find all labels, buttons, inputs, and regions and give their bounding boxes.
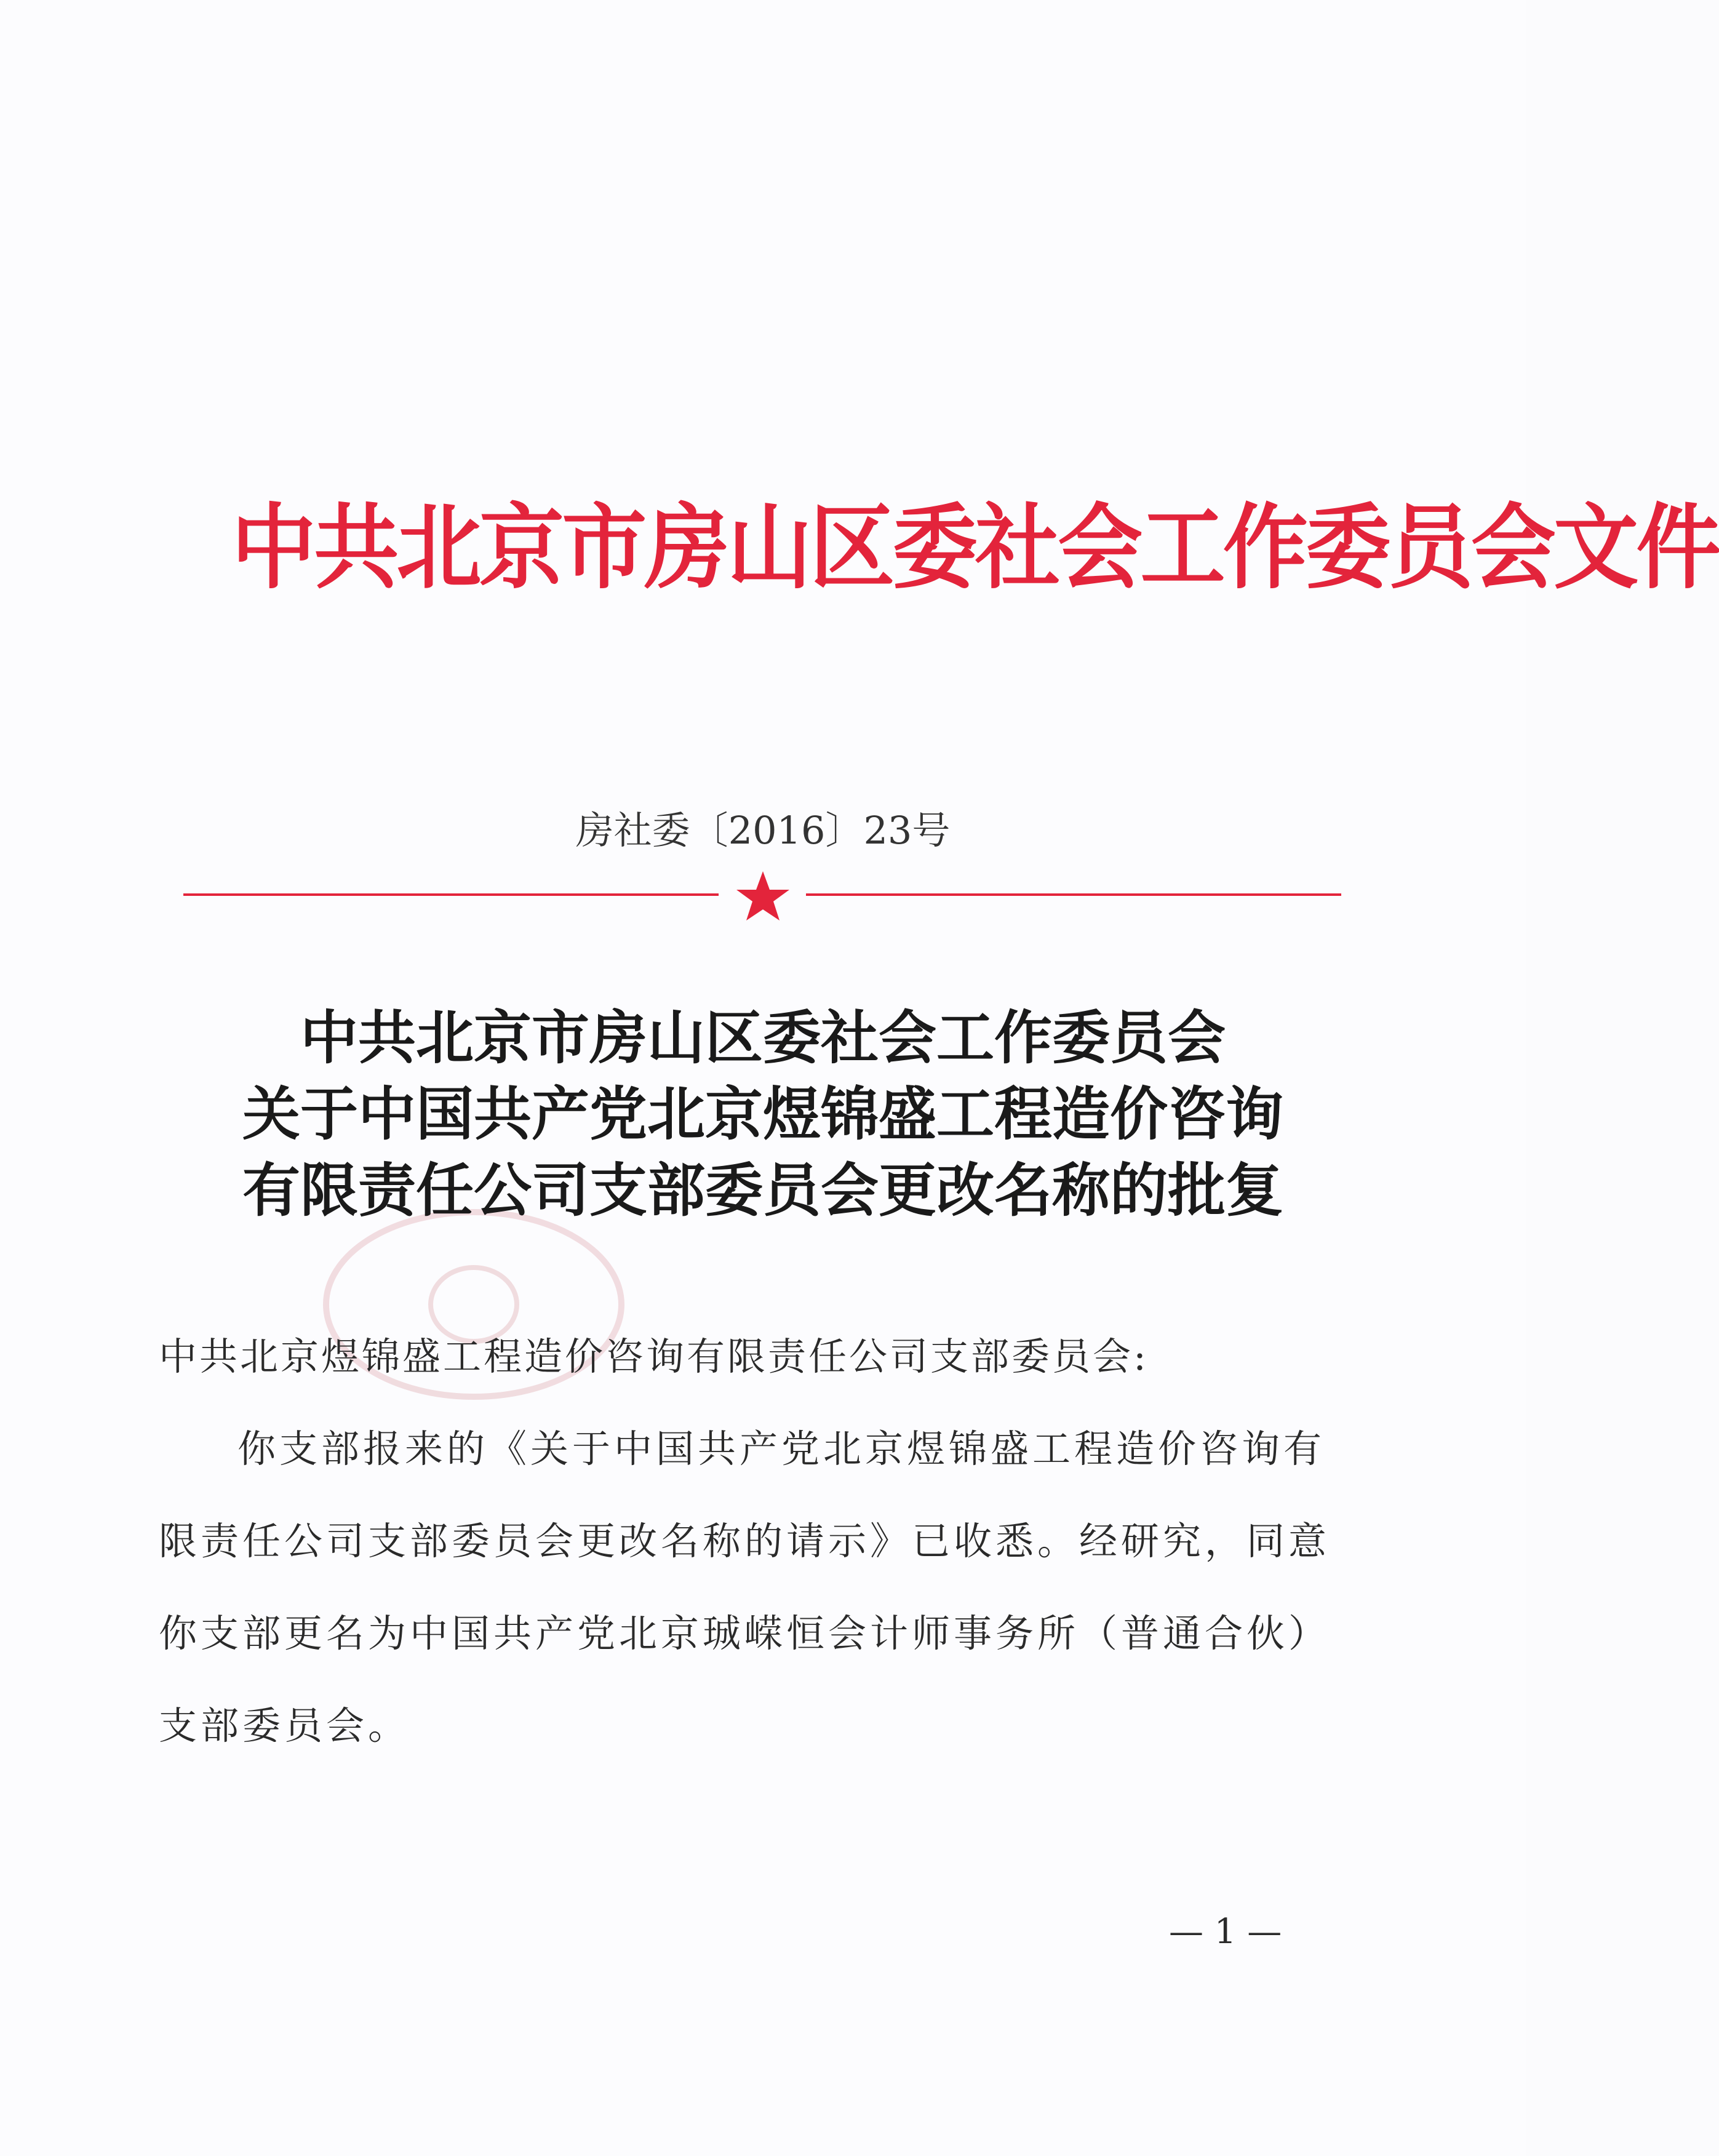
reply-title-line: 关于中国共产党北京煜锦盛工程造价咨询 xyxy=(242,1080,1283,1148)
star-icon xyxy=(732,866,794,928)
body-line: 限责任公司支部委员会更改名称的请示》已收悉。经研究，同意 xyxy=(159,1519,1331,1563)
separator-line-right xyxy=(806,893,1341,896)
addressee: 中共北京煜锦盛工程造价咨询有限责任公司支部委员会: xyxy=(159,1334,1149,1379)
reply-title-line: 有限责任公司支部委员会更改名称的批复 xyxy=(242,1157,1283,1224)
page-number: — 1 — xyxy=(1169,1912,1282,1952)
body-line: 你支部报来的《关于中国共产党北京煜锦盛工程造价咨询有 xyxy=(237,1426,1326,1471)
reply-title xyxy=(0,1000,1526,1229)
issuer-header: 中共北京市房山区委社会工作委员会文件 xyxy=(231,493,1719,602)
body-line: 你支部更名为中国共产党北京珹嵘恒会计师事务所（普通合伙） xyxy=(159,1611,1331,1656)
separator-line-left xyxy=(183,893,719,896)
document-number: 房社委〔2016〕23号 xyxy=(575,808,951,853)
reply-title-line: 中共北京市房山区委社会工作委员会 xyxy=(300,1004,1226,1072)
body-line: 支部委员会。 xyxy=(159,1703,410,1748)
